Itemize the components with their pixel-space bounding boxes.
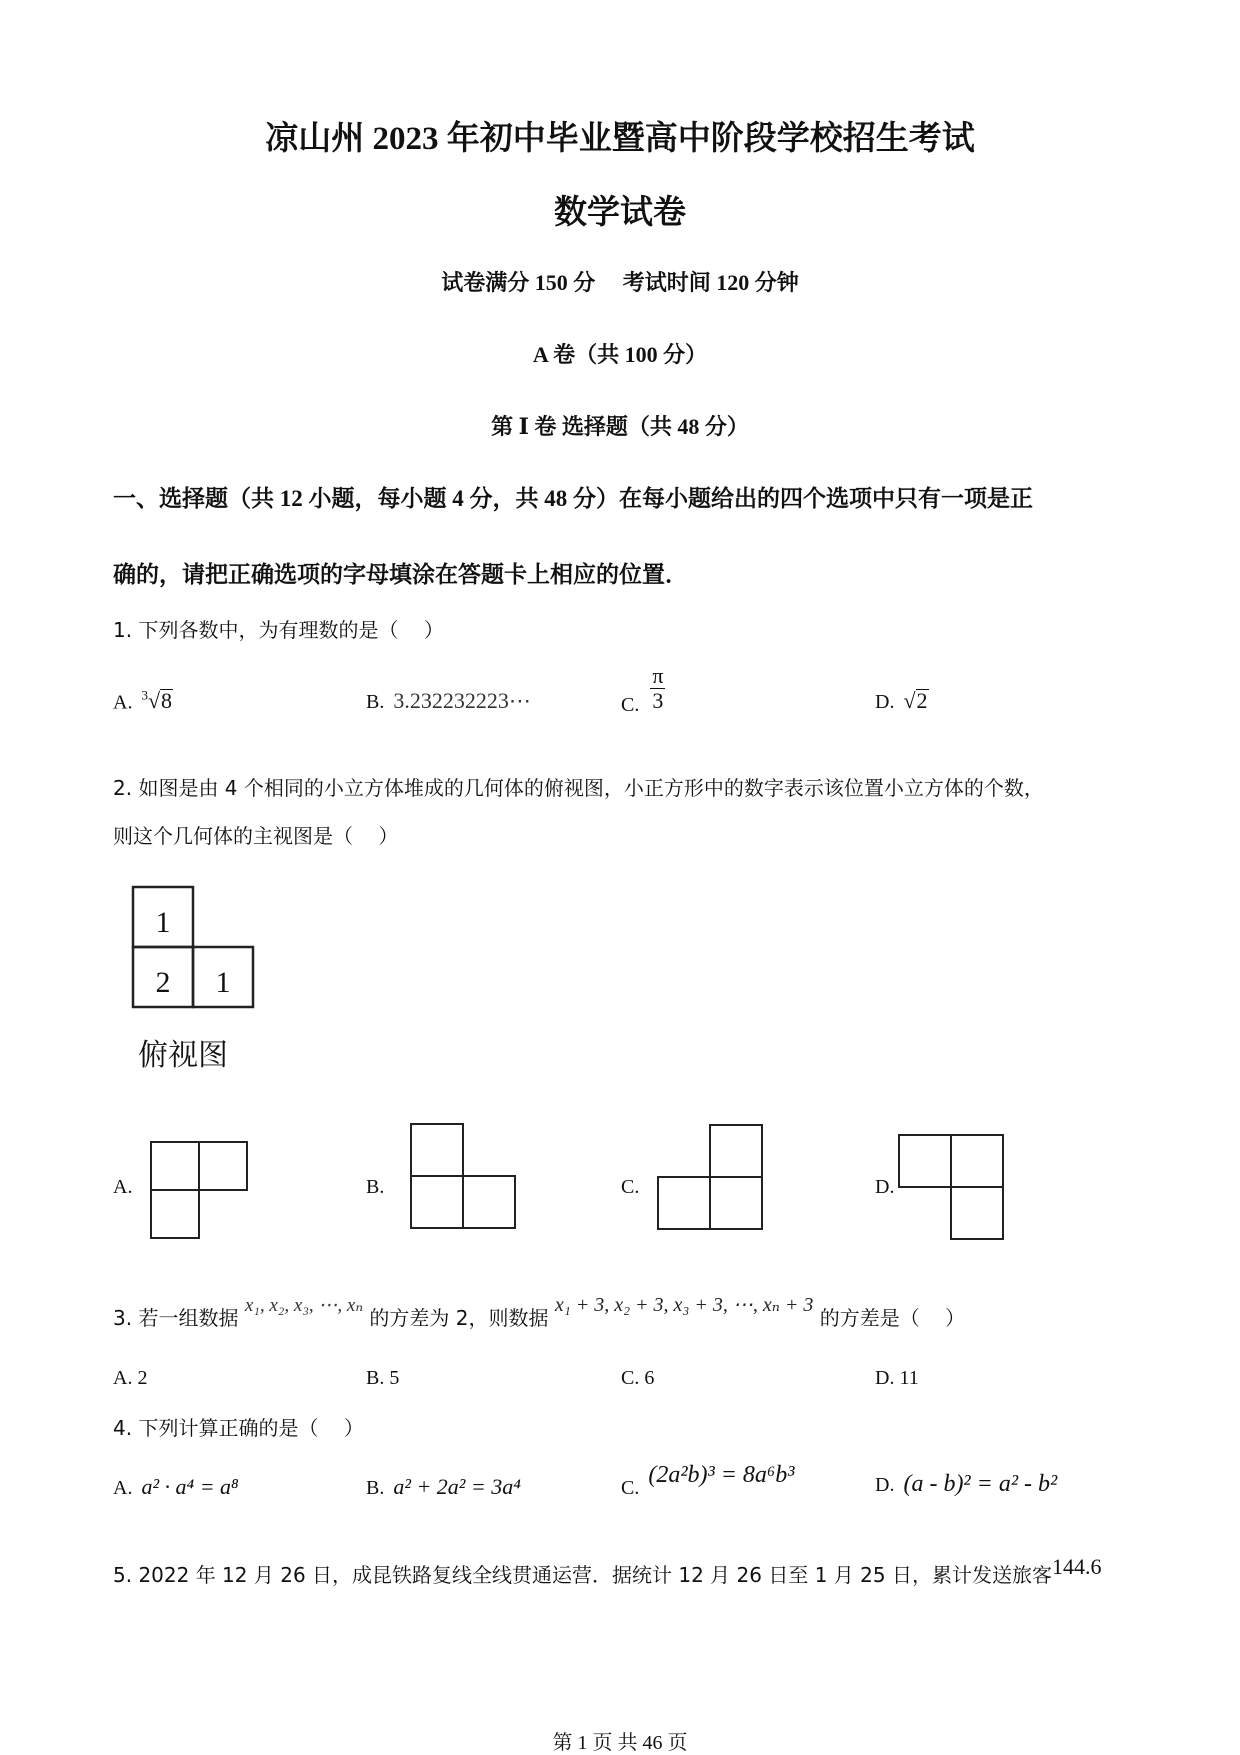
question-3-stem <box>113 1292 965 1331</box>
option-label: A. <box>113 1367 133 1389</box>
question-2-stem-line1: 2. 如图是由 4 个相同的小立方体堆成的几何体的俯视图，小正方形中的数字表示该位置小立方体的个数， <box>113 776 1044 800</box>
option-value: 2 <box>137 1367 148 1389</box>
radical-sign: √ <box>147 688 161 714</box>
question-2-option-a-label[interactable]: A. <box>113 1176 133 1198</box>
question-3-stem-suffix: 的方差是（ ） <box>819 1306 966 1330</box>
option-label: C. <box>621 694 640 717</box>
option-expression: (2a²b)³ = 8a⁶b³ <box>648 1462 795 1488</box>
option-label: A. <box>113 691 133 714</box>
section-one-instructions-line1: 一、选择题（共 12 小题，每小题 4 分，共 48 分）在每小题给出的四个选项中只有一项是正 <box>113 486 1033 511</box>
top-view-count-top: 1 <box>155 906 171 939</box>
section-one-instructions-line2: 确的，请把正确选项的字母填涂在答题卡上相应的位置． <box>113 562 688 587</box>
question-3-option-d[interactable] <box>875 1367 919 1390</box>
radicand: 2 <box>916 688 928 713</box>
question-2-option-c-figure[interactable] <box>657 1124 767 1234</box>
question-1-option-a[interactable] <box>113 688 173 714</box>
option-label: B. <box>366 691 385 713</box>
part-a-heading: A 卷（共 100 分） <box>532 342 708 367</box>
question-5-stem-text: 5. 2022 年 12 月 26 日，成昆铁路复线全线贯通运营．据统计 12 月 26 日至 1 月 25 日，累计发送旅客 <box>113 1563 1052 1587</box>
question-3-option-c[interactable] <box>621 1367 654 1390</box>
option-label: C. <box>621 1477 640 1499</box>
question-4-stem: 4. 下列计算正确的是（ ） <box>113 1416 364 1440</box>
question-4-option-a[interactable] <box>113 1474 239 1500</box>
question-5-stem <box>113 1554 1101 1588</box>
question-1-stem: 1. 下列各数中，为有理数的是（ ） <box>113 618 444 642</box>
option-label: B. <box>366 1367 385 1389</box>
question-4-option-d[interactable] <box>875 1471 1057 1498</box>
top-view-caption: 俯视图 <box>138 1038 228 1073</box>
exam-subtitle: 数学试卷 <box>554 195 686 231</box>
option-value: 5 <box>389 1367 400 1389</box>
option-label: D. <box>875 691 895 713</box>
option-label: D. <box>875 1367 895 1389</box>
option-value: 3.232232223⋯ <box>393 688 531 713</box>
question-4-option-c[interactable] <box>621 1462 794 1500</box>
question-2-option-b-label[interactable]: B. <box>366 1176 385 1198</box>
option-label: B. <box>366 1477 385 1499</box>
option-expression: a² + 2a² = 3a⁴ <box>393 1474 521 1499</box>
top-view-count-bottom-left: 2 <box>155 966 171 999</box>
option-label: D. <box>875 1474 895 1496</box>
question-2-option-d-figure[interactable] <box>898 1134 1008 1244</box>
question-2-option-b-figure[interactable] <box>410 1123 520 1233</box>
option-value: 6 <box>644 1367 655 1389</box>
option-expression: (a - b)² = a² - b² <box>903 1471 1058 1497</box>
question-2-stem-line2: 则这个几何体的主视图是（ ） <box>113 824 399 848</box>
question-1-option-b[interactable] <box>366 688 531 714</box>
question-2-option-d-label[interactable]: D. <box>875 1176 895 1198</box>
fraction-denominator: 3 <box>652 688 664 713</box>
option-value: 11 <box>899 1367 919 1389</box>
option-label: C. <box>621 1367 640 1389</box>
exam-info: 试卷满分 150 分 考试时间 120 分钟 <box>441 270 799 295</box>
question-3-stem-prefix: 3. 若一组数据 <box>113 1306 239 1330</box>
question-1-option-d[interactable] <box>875 688 929 714</box>
option-expression: a² · a⁴ = a⁸ <box>141 1474 239 1499</box>
question-4-option-b[interactable] <box>366 1474 521 1500</box>
exam-title: 凉山州 2023 年初中毕业暨高中阶段学校招生考试 <box>265 121 975 157</box>
radical-sign: √ <box>903 688 916 713</box>
question-3-option-b[interactable] <box>366 1367 399 1390</box>
fraction-numerator: π <box>652 663 664 688</box>
volume-one-heading: 第 Ⅰ 卷 选择题（共 48 分） <box>491 414 749 439</box>
root-index: 3 <box>141 688 148 703</box>
radicand: 8 <box>161 688 173 714</box>
question-1-option-c[interactable] <box>621 664 665 717</box>
top-view-count-bottom-right: 1 <box>215 966 231 999</box>
question-3-stem-mid: 的方差为 2，则数据 <box>369 1306 549 1330</box>
question-3-data-set: x₁, x₂, x₃, ⋯, xₙ <box>244 1295 364 1316</box>
page-indicator: 第 1 页 共 46 页 <box>552 1732 688 1754</box>
option-label: A. <box>113 1477 133 1499</box>
question-3-shifted-data-set: x₁ + 3, x₂ + 3, x₃ + 3, ⋯, xₙ + 3 <box>554 1294 814 1316</box>
question-2-option-a-figure[interactable] <box>150 1141 250 1241</box>
question-5-trailing-number: 144.6 <box>1051 1554 1102 1579</box>
question-2-option-c-label[interactable]: C. <box>621 1176 640 1198</box>
question-3-option-a[interactable] <box>113 1367 147 1390</box>
